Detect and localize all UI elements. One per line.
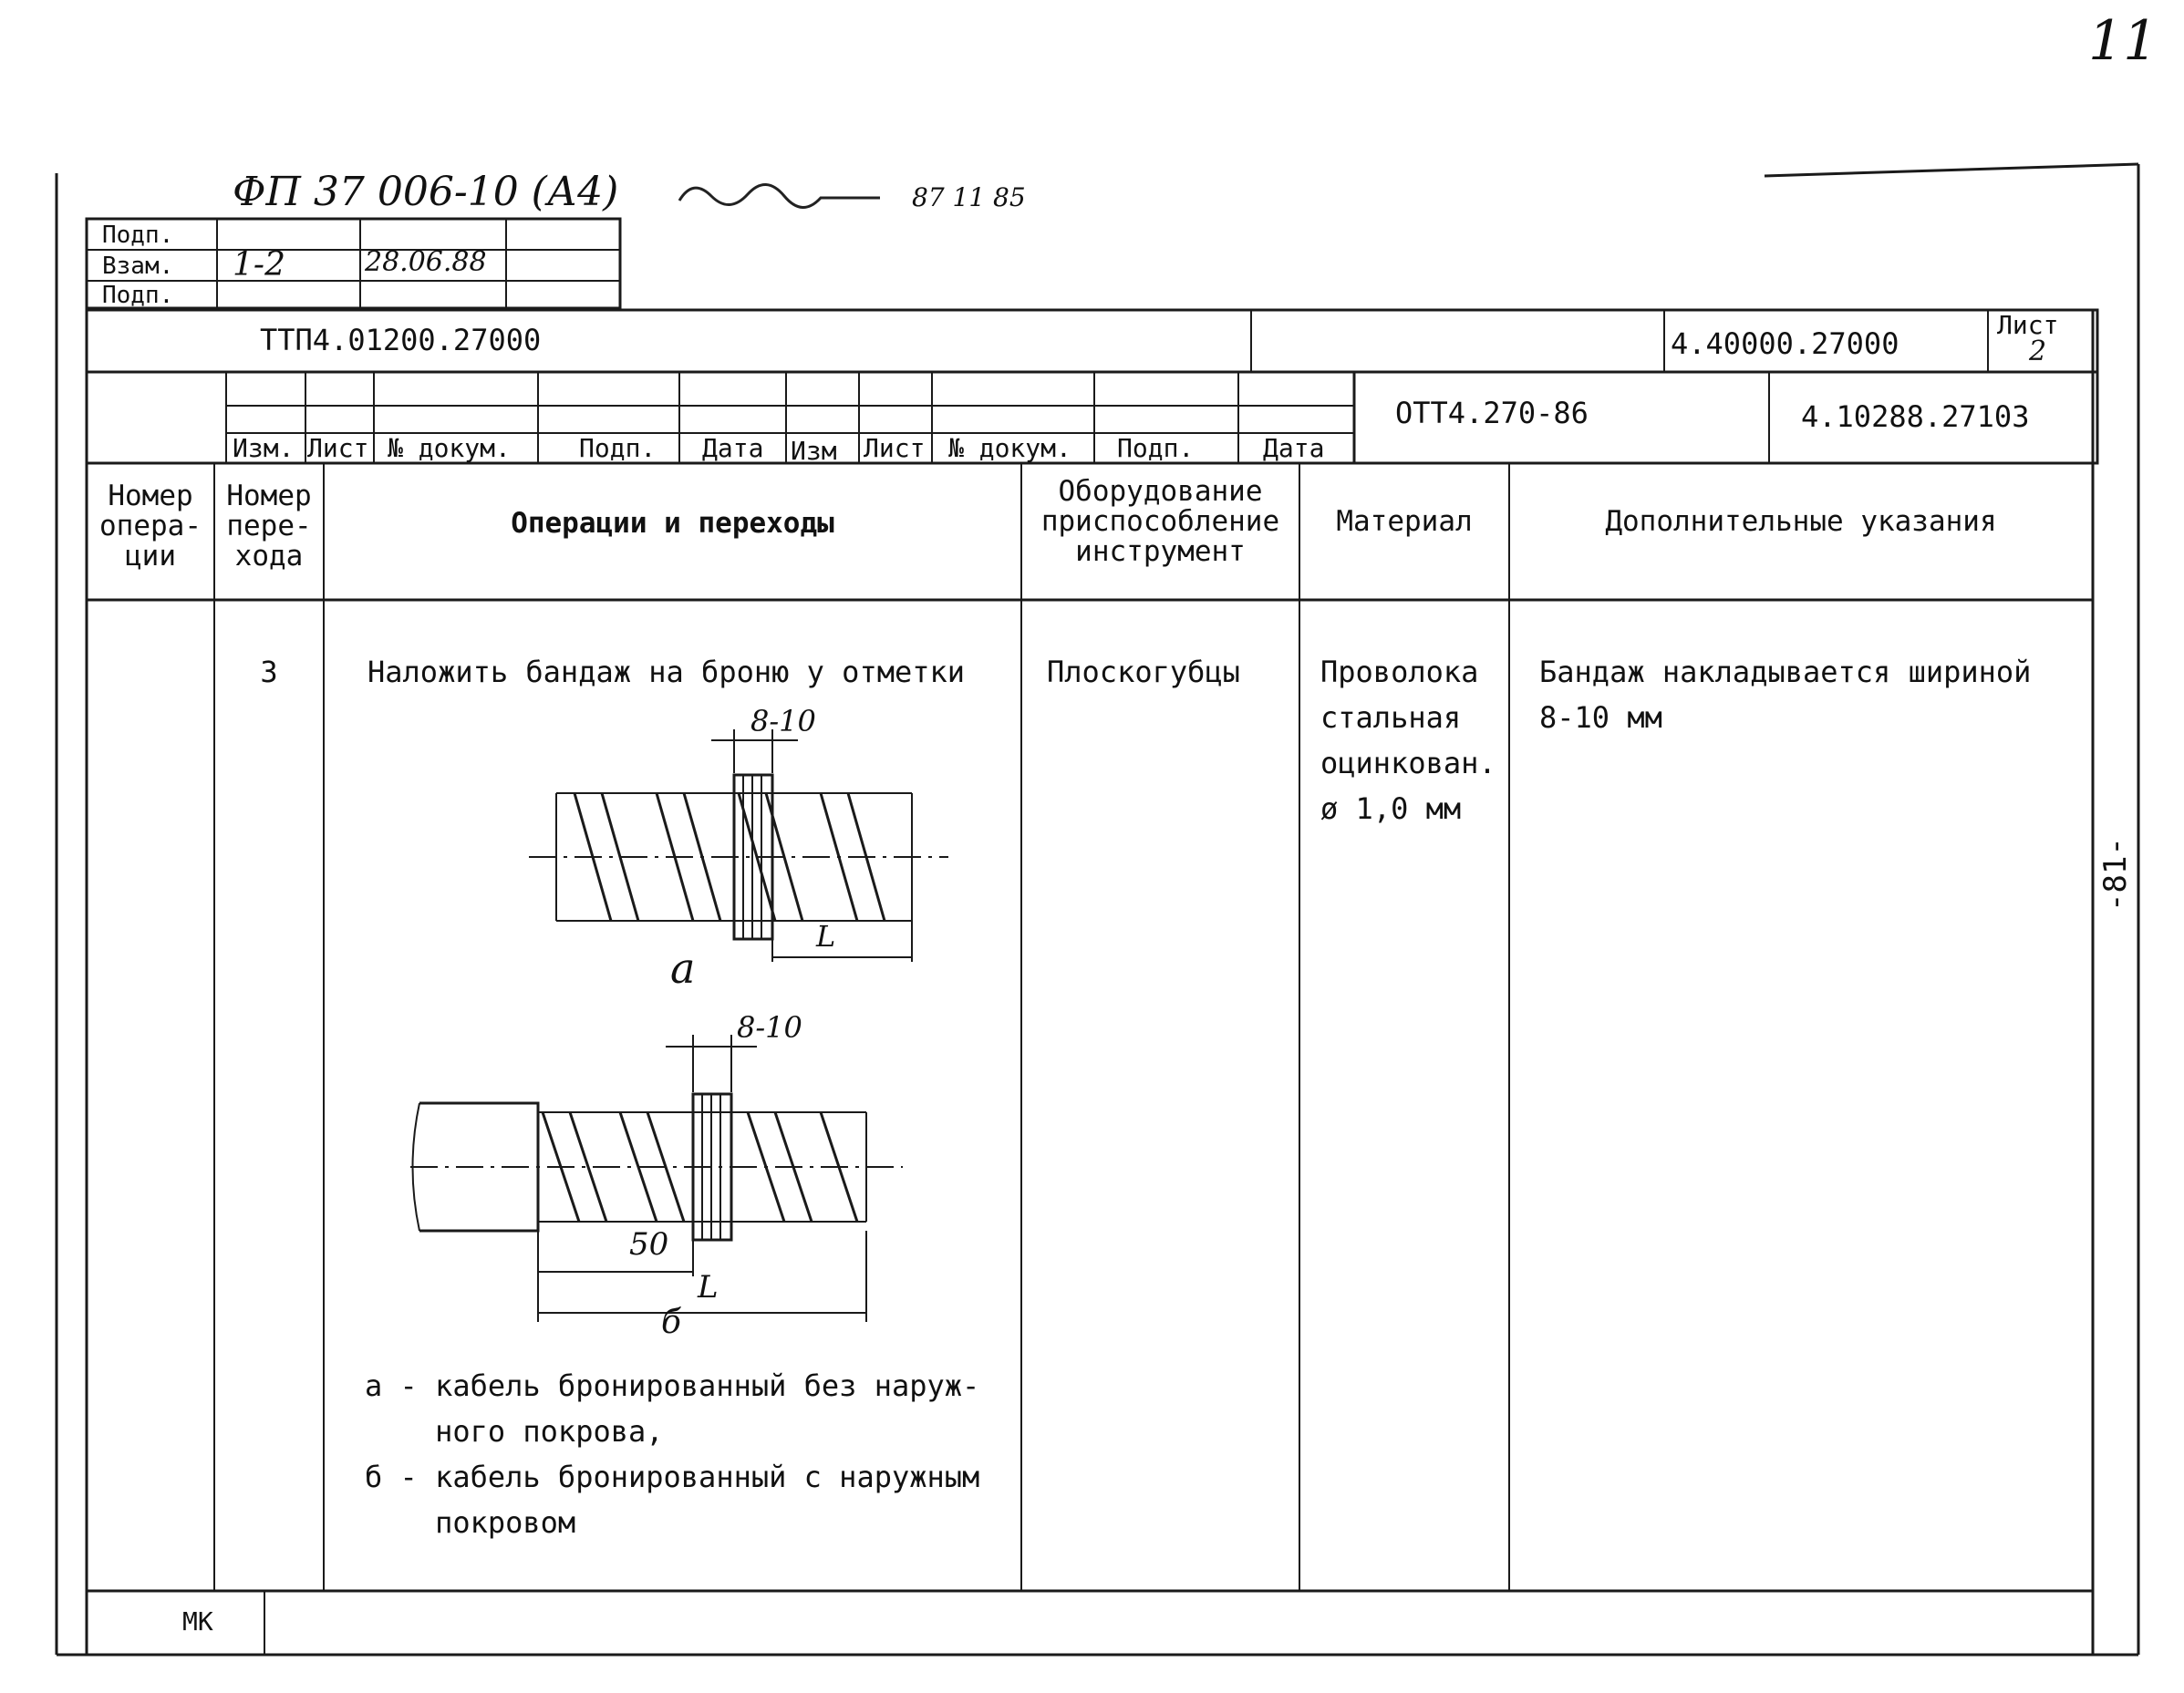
cable-figure-a [529, 729, 948, 962]
sheet-label: Лист [1997, 310, 2059, 340]
row-equipment: Плоскогубцы [1047, 655, 1240, 689]
rev-label-list: Лист [307, 433, 369, 463]
cable-drawing [392, 693, 1030, 1331]
col-header-op-no: Номер опера- ции [99, 480, 202, 573]
doc-code: 4.10288.27103 [1801, 399, 2030, 434]
rev-label-izm: Изм. [233, 433, 295, 463]
rev-label-izm-2: Изм [791, 436, 837, 466]
stamp-label-podp-1: Подп. [102, 222, 174, 249]
stamp-label-vzam: Взам. [102, 253, 174, 280]
signature [675, 178, 885, 214]
rev-label-podp-2: Подп. [1117, 433, 1195, 463]
row-material: Проволока стальная оцинкован. ø 1,0 мм [1320, 655, 1496, 826]
row-step-number: 3 [260, 655, 278, 689]
fig-b-length: L [698, 1269, 719, 1306]
col-header-operations: Операции и переходы [511, 507, 834, 540]
fig-b-dim: 8-10 [737, 1010, 802, 1045]
col-header-notes: Дополнительные указания [1605, 505, 1997, 538]
footer-label: МК [182, 1606, 213, 1636]
fig-a-dim: 8-10 [750, 704, 816, 738]
figure-legend: а - кабель бронированный без наруж- ного покрова, б - кабель бронированный с наружным покровом [365, 1368, 980, 1540]
rev-label-list-2: Лист [864, 433, 926, 463]
doc-right-code: 4.40000.27000 [1671, 326, 1899, 361]
col-header-equipment: Оборудование приспособление инструмент [1040, 475, 1280, 568]
row-operation: Наложить бандаж на броню у отметки [367, 655, 966, 689]
cable-figure-b [410, 1035, 903, 1322]
stamp-vzam-value: 1-2 [233, 246, 285, 284]
signature-date: 87 11 85 [912, 182, 1026, 212]
col-header-step-no: Номер пере- хода [226, 480, 312, 573]
row-note: Бандаж накладывается шириной 8-10 мм [1539, 655, 2032, 735]
rev-label-date: Дата [702, 433, 764, 463]
stamp-label-podp-2: Подп. [102, 282, 174, 309]
doc-left-code: ТТП4.01200.27000 [260, 323, 542, 357]
fig-b-dim-50: 50 [629, 1226, 669, 1263]
rev-label-doc-2: № докум. [948, 433, 1071, 463]
side-page-mark: -81- [2097, 837, 2134, 912]
stamp-vzam-date: 28.06.88 [365, 246, 487, 278]
ott-code: ОТТ4.270-86 [1395, 396, 1589, 430]
col-header-materials: Материал [1336, 505, 1473, 538]
sheet-value: 2 [2029, 336, 2047, 367]
rev-label-date-2: Дата [1263, 433, 1325, 463]
rev-label-podp: Подп. [579, 433, 657, 463]
page-number: 11 [2088, 9, 2158, 73]
fig-a-length: L [816, 919, 836, 954]
form-code: ФП 37 006-10 (А4) [233, 169, 619, 215]
fig-b-caption: б [661, 1304, 681, 1341]
fig-a-caption: а [670, 944, 696, 993]
rev-label-doc: № докум. [388, 433, 511, 463]
